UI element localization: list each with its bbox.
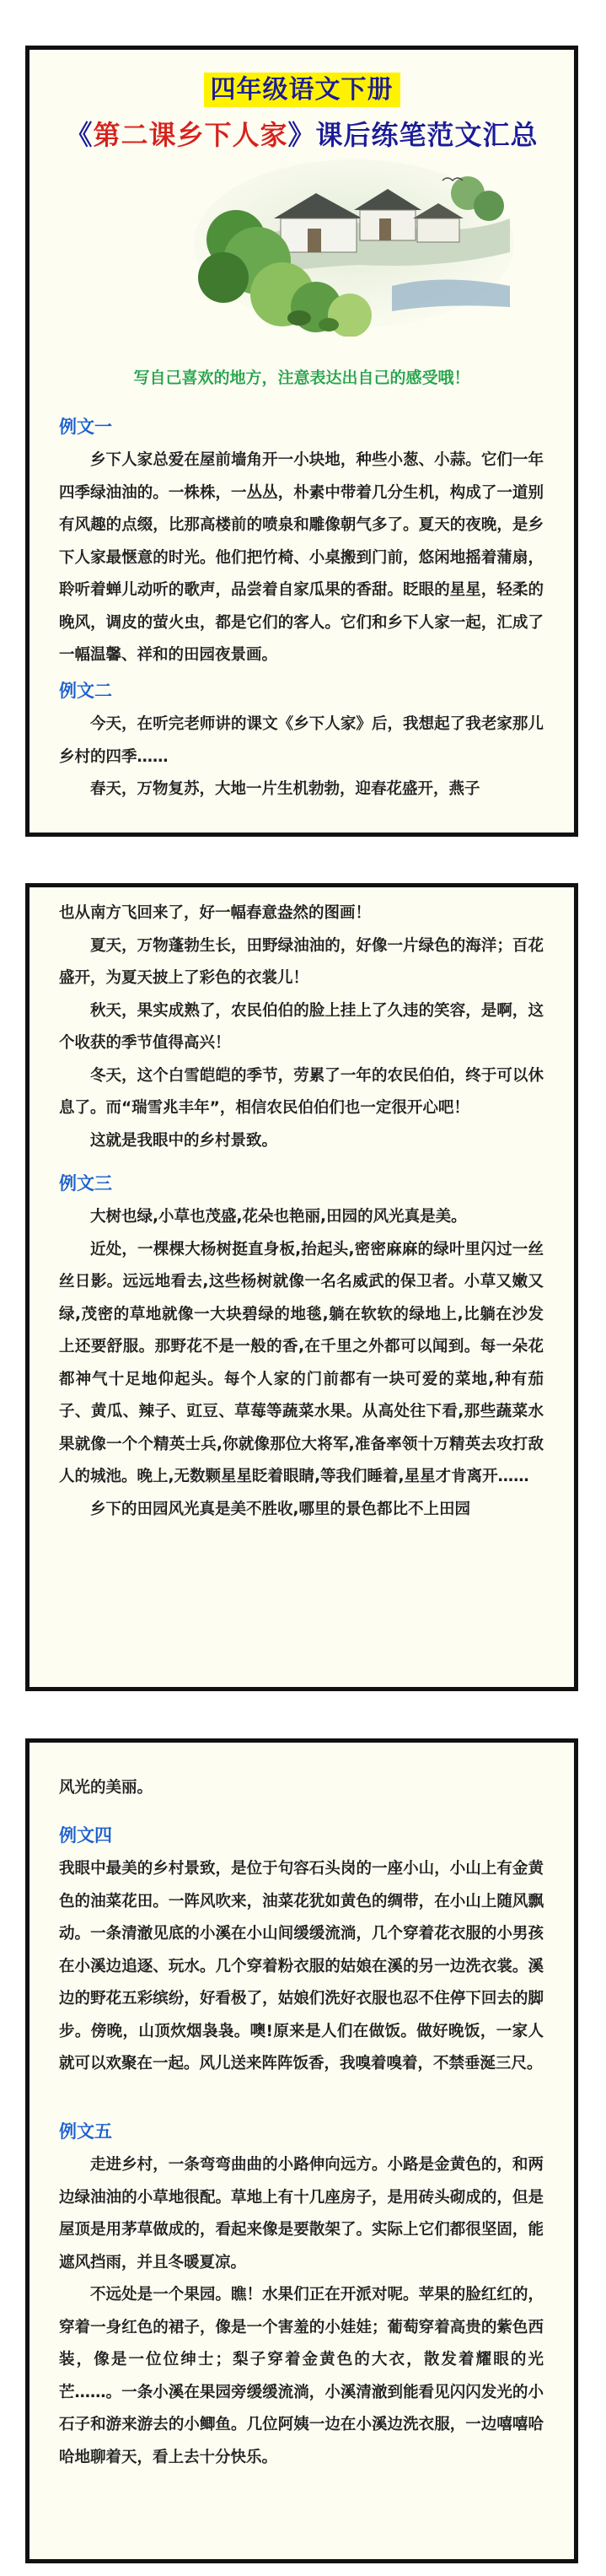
paragraph: 春天，万物复苏，大地一片生机勃勃，迎春花盛开，燕子	[90, 780, 480, 798]
example-2	[59, 678, 544, 806]
paragraph: 乡下的田园风光真是美不胜收,哪里的景色都比不上田园	[90, 1500, 471, 1518]
page-card-1	[25, 46, 578, 837]
example-1	[59, 414, 544, 672]
example-5	[59, 2119, 544, 2474]
example-label: 例文三	[59, 1173, 112, 1194]
paragraph: 今天，在听完老师讲的课文《乡下人家》后，我想起了我老家那儿乡村的四季……	[59, 715, 544, 766]
paragraph: 近处，一棵棵大杨树挺直身板,抬起头,密密麻麻的绿叶里闪过一丝丝日影。远远地看去,这些杨树就像一名名威武的保卫者。小草又嫩又绿,茂密的草地就像一大块碧绿的地毯,躺在软软的绿地上,比躺在沙发上还要舒服。那野花不是一般的香,在千里之外都可以闻到。每一朵花都神气十足地仰起头。每个人家的门前都有一块可爱的菜地,种有茄子、黄瓜、辣子、豇豆、草莓等蔬菜水果。从高处往下看,那些蔬菜水果就像一个个精英士兵,你就像那位大将军,准备率领十万精英去攻打敌人的城池。晚上,无数颗星星眨着眼睛,等我们睡着,星星才肯离开……	[59, 1240, 544, 1485]
paragraph: 秋天，果实成熟了，农民伯伯的脸上挂上了久违的笑容，是啊，这个收获的季节值得高兴！	[59, 1001, 544, 1052]
example-3	[59, 1171, 544, 1526]
paragraph: 我眼中最美的乡村景致，是位于句容石头岗的一座小山，小山上有金黄色的油菜花田。一阵风吹来，油菜花犹如黄色的绸带，在小山上随风飘动。一条清澈见底的小溪在小山间缓缓流淌，几个穿着花衣服的小男孩在小溪边追逐、玩水。几个穿着粉衣服的姑娘在溪的另一边洗衣裳。溪边的野花五彩缤纷，好看极了，姑娘们洗好衣服也忍不住停下回去的脚步。傍晚，山顶炊烟袅袅。噢!原来是人们在做饭。做好晚饭，一家人就可以欢聚在一起。风儿送来阵阵饭香，我嗅着嗅着，不禁垂涎三尺。	[59, 1860, 544, 2072]
paragraph: 夏天，万物蓬勃生长，田野绿油油的，好像一片绿色的海洋；百花盛开，为夏天披上了彩色的衣裳儿！	[59, 936, 544, 987]
paragraph: 不远处是一个果园。瞧！水果们正在开派对呢。苹果的脸红红的，穿着一身红色的裙子，像是一个害羞的小娃娃；葡萄穿着高贵的紫色西装，像是一位位绅士；梨子穿着金黄色的大衣，散发着耀眼的光芒……。一条小溪在果园旁缓缓流淌，小溪清澈到能看见闪闪发光的小石子和游来游去的小鲫鱼。几位阿姨一边在小溪边洗衣服，一边嘻嘻哈哈地聊着天，看上去十分快乐。	[59, 2286, 544, 2466]
paragraph: 风光的美丽。	[59, 1779, 153, 1797]
lesson-name: 第二课乡下人家	[93, 119, 288, 151]
paragraph: 这就是我眼中的乡村景致。	[90, 1131, 278, 1150]
paragraph: 走进乡村，一条弯弯曲曲的小路伸向远方。小路是金黄色的，和两边绿油油的小草地很配。草地上有十几座房子，是用砖头砌成的，但是屋顶是用茅草做成的，看起来像是要散架了。实际上它们都很坚固，能遮风挡雨，并且冬暖夏凉。	[59, 2156, 544, 2272]
example-4	[59, 1823, 544, 2081]
page-card-2	[25, 883, 578, 1691]
title-grade	[29, 68, 574, 105]
example-label: 例文四	[59, 1825, 112, 1846]
example-3-continued	[59, 1772, 544, 1805]
paragraph: 乡下人家总爱在屋前墙角开一小块地，种些小葱、小蒜。它们一年四季绿油油的。一株株，一丛丛，朴素中带着几分生机，构成了一道别有风趣的点缀，比那高楼前的喷泉和雕像朝气多了。夏天的夜晚，是乡下人家最惬意的时光。他们把竹椅、小桌搬到门前，悠闲地摇着蒲扇，聆听着蝉儿动听的歌声，品尝着自家瓜果的香甜。眨眼的星星，轻柔的晚风，调皮的萤火虫，都是它们的客人。它们和乡下人家一起，汇成了一幅温馨、祥和的田园夜景画。	[59, 451, 544, 664]
example-label: 例文五	[59, 2121, 112, 2142]
example-2-continued	[59, 897, 544, 1157]
paragraph: 也从南方飞回来了，好一幅春意盎然的图画！	[59, 904, 372, 922]
title-grade-text: 四年级语文下册	[204, 73, 400, 107]
paragraph: 大树也绿,小草也茂盛,花朵也艳丽,田园的风光真是美。	[90, 1208, 467, 1226]
paragraph: 冬天，这个白雪皑皑的季节，劳累了一年的农民伯伯，终于可以休息了。而“瑞雪兆丰年”，相信农民伯伯们也一定很开心吧！	[59, 1066, 544, 1117]
example-label: 例文二	[59, 681, 112, 701]
example-label: 例文一	[59, 417, 112, 437]
village-illustration	[190, 159, 518, 337]
page-card-3	[25, 1738, 578, 2563]
title-main: 《第二课乡下人家》课后练笔范文汇总	[65, 119, 539, 151]
writing-tip: 写自己喜欢的地方，注意表达出自己的感受哦！	[133, 369, 470, 387]
